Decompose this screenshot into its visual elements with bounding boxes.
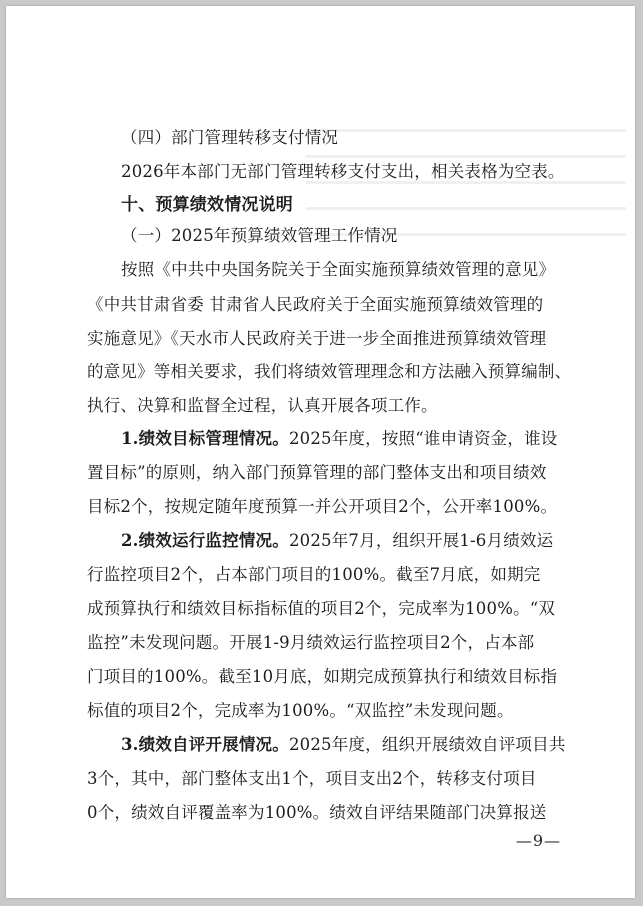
document-page [6, 6, 635, 898]
item-1-line: 目标2个，按规定随年度预算一并公开项目2个，公开率100%。 [87, 497, 558, 516]
section-4-heading: （四）部门管理转移支付情况 [121, 128, 339, 147]
item-1-line: 置目标”的原则，纳入部门预算管理的部门整体支出和项目绩效 [87, 463, 547, 482]
item-3-first-line [121, 731, 566, 755]
intro-line: 执行、决算和监督全过程，认真开展各项工作。 [87, 396, 438, 415]
item-1-text: 2025年度，按照“谁申请资金，谁设 [288, 429, 558, 448]
item-3-line: 0个，绩效自评覆盖率为100%。绩效自评结果随部门决算报送 [87, 803, 547, 822]
item-2-line: 监控”未发现问题。开展1-9月绩效运行监控项目2个，占本部 [87, 633, 535, 652]
section-4-text: 2026年本部门无部门管理转移支付支出，相关表格为空表。 [121, 162, 565, 181]
chapter-10-heading: 十、预算绩效情况说明 [121, 195, 293, 215]
item-2-first-line [121, 527, 553, 551]
item-1-title: 1.绩效目标管理情况。 [121, 429, 289, 448]
item-2-text: 2025年7月，组织开展1-6月绩效运 [288, 531, 554, 550]
item-2-title: 2.绩效运行监控情况。 [121, 531, 289, 550]
item-2-line: 行监控项目2个，占本部门项目的100%。截至7月底，如期完 [87, 565, 541, 584]
item-3-text: 2025年度，组织开展绩效自评项目共 [288, 735, 566, 754]
item-2-line: 标值的项目2个，完成率为100%。“双监控”未发现问题。 [87, 701, 514, 720]
item-2-line: 成预算执行和绩效目标指标值的项目2个，完成率为100%。“双 [87, 599, 556, 618]
sub-1-heading: （一）2025年预算绩效管理工作情况 [121, 226, 398, 245]
intro-line: 《中共甘肃省委 甘肃省人民政府关于全面实施预算绩效管理的 [87, 295, 544, 314]
item-2-line: 门项目的100%。截至10月底，如期完成预算执行和绩效目标指 [87, 667, 558, 686]
intro-line: 实施意见》《天水市人民政府关于进一步全面推进预算绩效管理 [87, 329, 547, 348]
page-number: —9— [515, 831, 561, 850]
item-3-line: 3个，其中，部门整体支出1个，项目支出2个，转移支付项目 [87, 769, 537, 788]
item-3-title: 3.绩效自评开展情况。 [121, 735, 289, 754]
item-1-first-line [121, 425, 557, 449]
intro-line: 的意见》等相关要求，我们将绩效管理理念和方法融入预算编制、 [87, 362, 572, 381]
intro-line: 按照《中共中央国务院关于全面实施预算绩效管理的意见》 [121, 260, 556, 279]
